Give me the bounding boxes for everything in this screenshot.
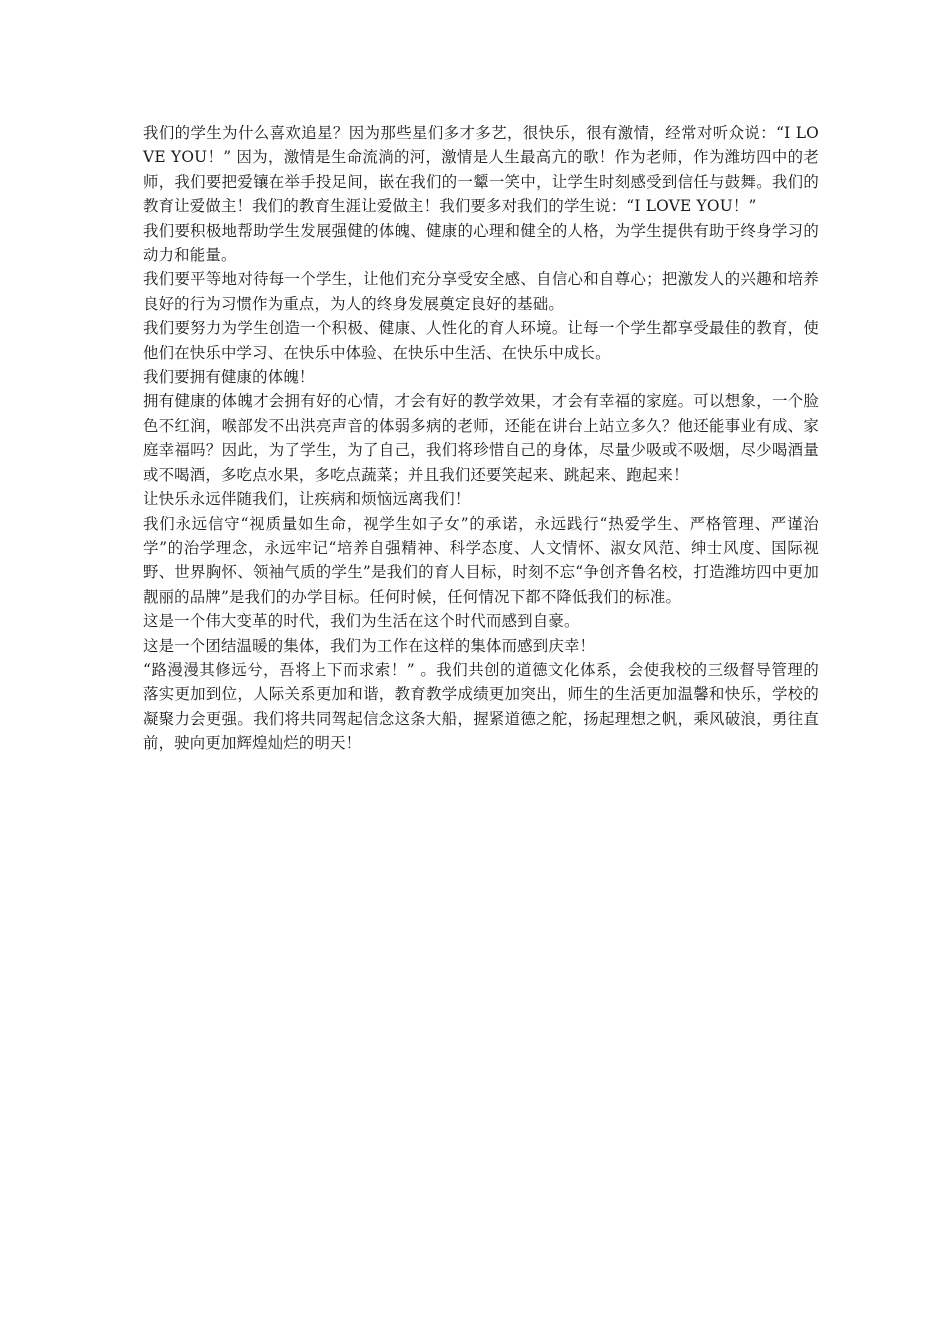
paragraph-equal-treatment: 我们要平等地对待每一个学生，让他们充分享受安全感、自信心和自尊心；把激发人的兴趣和培养良好的行为习惯作为重点，为人的终身发展奠定良好的基础。 (143, 270, 819, 313)
paragraph-promise: 我们永远信守“视质量如生命，视学生如子女”的承诺，永远践行“热爱学生、严格管理、严谨治学”的治学理念，永远牢记“培养自强精神、科学态度、人文情怀、淑女风范、绅士风度、国际视野、世界胸怀、领袖气质的学生”是我们的育人目标，时刻不忘“争创齐鲁名校，打造潍坊四中更加靓丽的品牌”是我们的办学目标。任何时候，任何情况下都不降低我们的标准。 (143, 514, 819, 606)
paragraph-idol-love: 我们的学生为什么喜欢追星？因为那些星们多才多艺，很快乐，很有激情，经常对听众说：“I LOVE YOU！” 因为，激情是生命流淌的河，激情是人生最高亢的歌！作为老师，作为潍坊四中的老师，我们要把爱镶在举手投足间，嵌在我们的一颦一笑中，让学生时刻感受到信任与鼓舞。我们的教育让爱做主！我们的教育生涯让爱做主！我们要多对我们的学生说：“I LOVE YOU！” (143, 124, 819, 216)
document-body (143, 121, 819, 756)
paragraph-happiness: 让快乐永远伴随我们，让疾病和烦恼远离我们！ (143, 490, 471, 509)
paragraph-closing: “路漫漫其修远兮，吾将上下而求索！” 。我们共创的道德文化体系，会使我校的三级督导管理的落实更加到位，人际关系更加和谐，教育教学成绩更加突出，师生的生活更加温馨和快乐，学校的凝聚力会更强。我们将共同驾起信念这条大船，握紧道德之舵，扬起理想之帆，乘风破浪，勇往直前，驶向更加辉煌灿烂的明天！ (143, 660, 819, 753)
paragraph-develop-students: 我们要积极地帮助学生发展强健的体魄、健康的心理和健全的人格，为学生提供有助于终身学习的动力和能量。 (143, 221, 819, 265)
paragraph-era: 这是一个伟大变革的时代，我们为生活在这个时代而感到自豪。 (143, 612, 580, 631)
paragraph-environment: 我们要努力为学生创造一个积极、健康、人性化的育人环境。让每一个学生都享受最佳的教育，使他们在快乐中学习、在快乐中体验、在快乐中生活、在快乐中成长。 (143, 319, 819, 362)
paragraph-collective: 这是一个团结温暖的集体，我们为工作在这样的集体而感到庆幸！ (143, 636, 596, 655)
paragraph-healthy-body: 拥有健康的体魄才会拥有好的心情，才会有好的教学效果，才会有幸福的家庭。可以想象，一个脸色不红润，喉部发不出洪亮声音的体弱多病的老师，还能在讲台上站立多久？他还能事业有成、家庭幸福吗？因此，为了学生，为了自己，我们将珍惜自己的身体，尽量少吸或不吸烟，尽少喝酒量或不喝酒，多吃点水果，多吃点蔬菜；并且我们还要笑起来、跳起来、跑起来！ (143, 392, 819, 484)
paragraph-healthy-body-heading: 我们要拥有健康的体魄！ (143, 368, 315, 387)
